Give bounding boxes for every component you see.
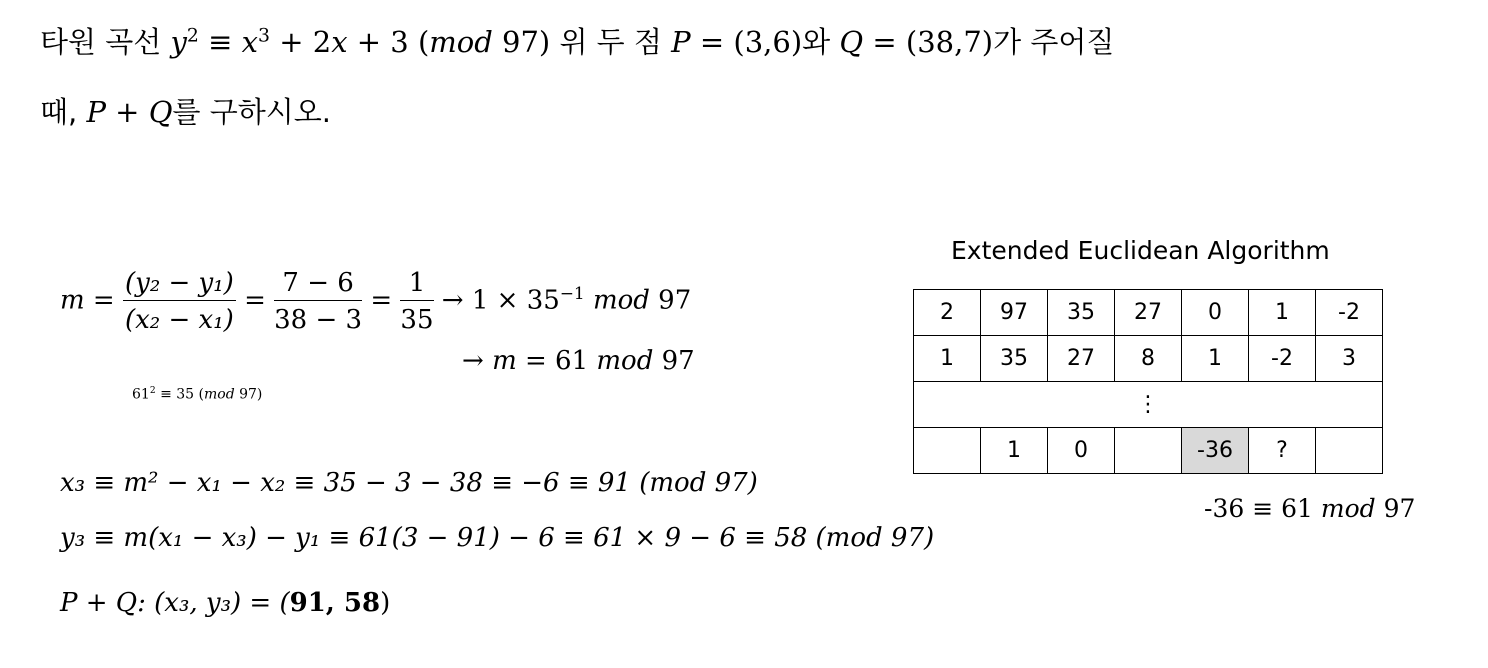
table-cell: 1 (981, 428, 1048, 474)
problem-text: 타원 곡선 (40, 25, 162, 59)
table-row (914, 336, 1383, 382)
slope-check-note: $61^2 \equiv 35$ (mod 97) (132, 386, 263, 403)
x3-equation: x₃ ≡ m² − x₁ − x₂ ≡ 35 − 3 − 38 ≡ −6 ≡ 91 (mod 97) (60, 468, 758, 498)
table-row (914, 290, 1383, 336)
problem-line-2 (40, 90, 331, 131)
table-cell: -2 (1249, 336, 1316, 382)
y3-equation: y₃ ≡ m(x₁ − x₃) − y₁ ≡ 61(3 − 91) − 6 ≡ 61 × 9 − 6 ≡ 58 (mod 97) (60, 523, 935, 553)
table-cell: 35 (1048, 290, 1115, 336)
problem-text: 때, (40, 95, 78, 129)
table-cell: 0 (1048, 428, 1115, 474)
point-p: P = (3,6) (671, 25, 803, 59)
table-cell: 1 (1182, 336, 1249, 382)
table-cell (1115, 428, 1182, 474)
problem-text: 와 (802, 25, 831, 59)
slope-fraction-values: $\frac{7 - 6}{38 - 3}$ (274, 268, 363, 335)
table-cell: 8 (1115, 336, 1182, 382)
slope-fraction-symbolic: $\frac{\text{(y₂ − y₁)}}{\text{(x₂ − x₁)}}$ (124, 268, 234, 335)
p-plus-q: P + Q (86, 95, 173, 129)
table-cell: 27 (1115, 290, 1182, 336)
table-row-ellipsis (914, 382, 1383, 428)
table-cell (914, 428, 981, 474)
table-cell: 3 (1316, 336, 1383, 382)
table-cell: 2 (914, 290, 981, 336)
table-cell: 1 (1249, 290, 1316, 336)
slope-equation: m = $\frac{\text{(y₂ − y₁)}}{\text{(x₂ − x₁)}}$ = $\frac{7 - 6}{38 - 3}$ = $\frac{1}{35}$ → $1 \times 35^{-1}$ mod 97 (60, 268, 692, 335)
final-answer: P + Q: (x₃, y₃) = (91, 58) (60, 588, 391, 618)
table-cell: 97 (981, 290, 1048, 336)
problem-line-1 (40, 20, 1114, 61)
problem-text: 를 구하시오. (172, 95, 331, 129)
table-cell: 35 (981, 336, 1048, 382)
table-title: Extended Euclidean Algorithm (951, 236, 1330, 265)
slope-fraction-reduced: $\frac{1}{35}$ (400, 268, 434, 335)
point-q: Q = (38,7) (839, 25, 994, 59)
table-cell: 0 (1182, 290, 1249, 336)
problem-text: 위 두 점 (559, 25, 662, 59)
euclid-table (913, 289, 1383, 474)
table-cell: -2 (1316, 290, 1383, 336)
curve-equation: $y^2 \equiv x^3 + 2x + 3$ (mod 97) (170, 25, 551, 59)
ellipsis-cell: ⋮ (914, 382, 1383, 428)
highlighted-cell: -36 (1182, 428, 1249, 474)
table-row (914, 428, 1383, 474)
slope-result: → m = 61 mod 97 (462, 346, 695, 376)
table-note: -36 ≡ 61 mod 97 (1204, 494, 1416, 523)
table-cell: 1 (914, 336, 981, 382)
unknown-cell: ? (1249, 428, 1316, 474)
table-cell: 27 (1048, 336, 1115, 382)
table-cell (1316, 428, 1383, 474)
problem-text: 가 주어질 (993, 25, 1115, 59)
